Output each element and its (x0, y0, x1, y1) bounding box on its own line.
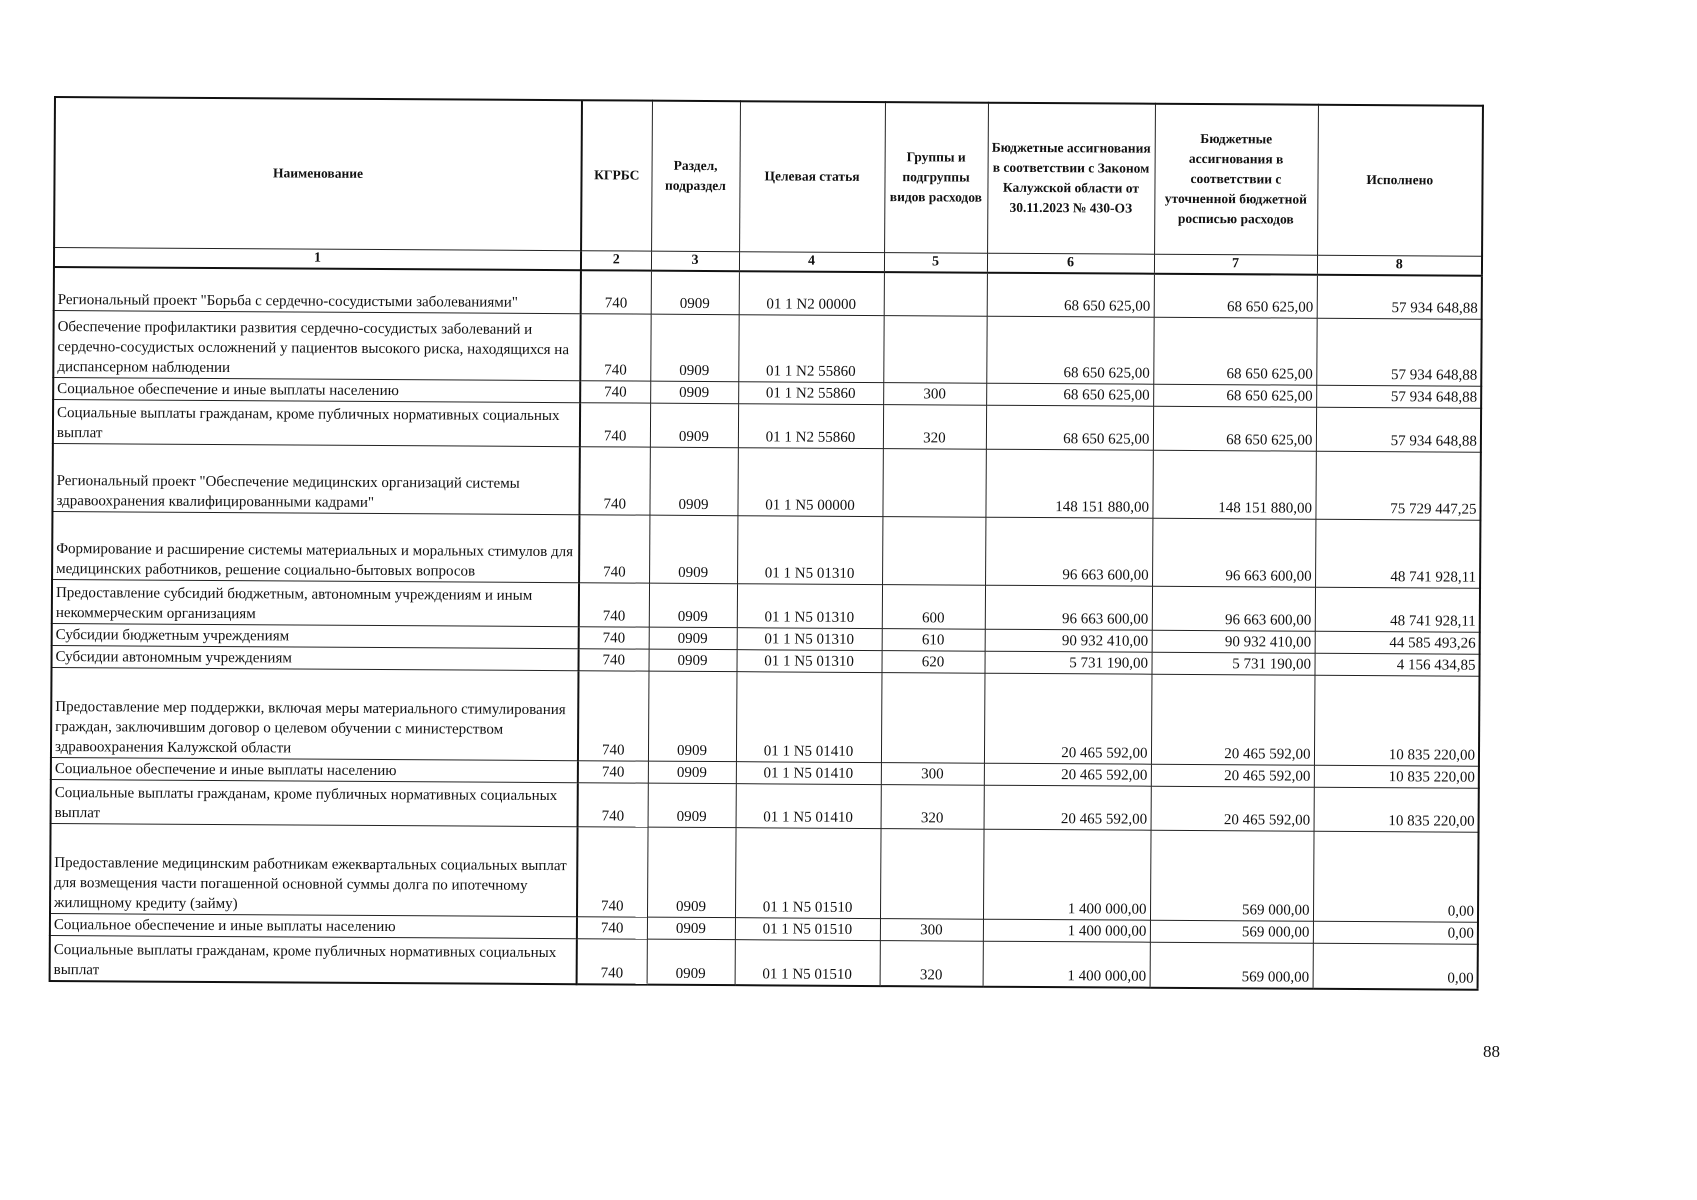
row-refined-amount: 5 731 190,00 (1151, 652, 1314, 675)
row-group (882, 449, 985, 518)
row-law-amount: 96 663 600,00 (985, 585, 1152, 630)
row-name: Предоставление медицинским работникам ежеквартальных социальных выплат для возмещения части погашенной основной суммы долга по ипотечному жилищному кредиту (займу) (50, 823, 578, 916)
table-row (52, 511, 1480, 588)
row-refined-amount: 20 465 592,00 (1151, 674, 1315, 765)
row-group: 300 (880, 919, 983, 942)
row-name: Предоставление субсидий бюджетным, автономным учреждениям и иным некоммерческим организациям (52, 579, 579, 626)
row-section: 0909 (651, 270, 739, 315)
row-group (884, 272, 987, 317)
row-kgrbs: 740 (579, 447, 649, 515)
row-section: 0909 (647, 917, 735, 940)
row-refined-amount: 68 650 625,00 (1154, 273, 1317, 318)
row-executed-amount: 10 835 220,00 (1314, 675, 1480, 766)
row-name: Субсидии автономным учреждениям (52, 645, 579, 670)
row-law-amount: 20 465 592,00 (984, 673, 1152, 764)
row-name: Социальное обеспечение и иные выплаты населению (51, 757, 578, 782)
row-refined-amount: 148 151 880,00 (1152, 450, 1315, 519)
budget-table-sheet (49, 96, 1482, 990)
header-target: Целевая статья (739, 101, 885, 252)
row-group (882, 517, 985, 586)
row-target: 01 1 N2 55860 (738, 315, 883, 383)
row-name: Социальные выплаты гражданам, кроме публичных нормативных социальных выплат (53, 400, 580, 447)
page-number: 88 (1483, 1042, 1500, 1061)
header-law: Бюджетные ассигнования в соответствии с Законом Калужской области от 30.11.2023 № 430-ОЗ (987, 103, 1155, 254)
row-kgrbs: 740 (578, 761, 648, 783)
row-name: Обеспечение профилактики развития сердечно-сосудистых заболеваний и сердечно-сосудистых осложнений у пациентов высокого риска, находящихся на диспансерном наблюдении (53, 311, 580, 381)
row-group: 320 (883, 405, 986, 450)
row-executed-amount: 57 934 648,88 (1316, 407, 1481, 452)
row-name: Социальные выплаты гражданам, кроме публичных нормативных социальных выплат (51, 779, 578, 826)
row-kgrbs: 740 (579, 583, 649, 627)
row-target: 01 1 N5 01510 (735, 828, 881, 919)
table-body (50, 267, 1482, 990)
row-refined-amount: 569 000,00 (1150, 830, 1314, 921)
row-name: Социальное обеспечение и иные выплаты населению (50, 913, 577, 938)
row-refined-amount: 569 000,00 (1150, 920, 1313, 943)
row-law-amount: 20 465 592,00 (984, 785, 1151, 830)
row-group: 620 (881, 651, 984, 674)
row-kgrbs: 740 (581, 270, 651, 314)
row-group: 600 (882, 585, 985, 630)
header-kgrbs: КГРБС (581, 100, 652, 250)
row-refined-amount: 68 650 625,00 (1153, 317, 1316, 385)
row-kgrbs: 740 (578, 783, 648, 827)
column-number: 7 (1154, 254, 1317, 274)
row-group: 300 (881, 763, 984, 786)
row-section: 0909 (650, 314, 738, 382)
row-executed-amount: 75 729 447,25 (1315, 451, 1480, 520)
row-target: 01 1 N2 00000 (739, 271, 884, 316)
row-executed-amount: 10 835 220,00 (1314, 787, 1479, 832)
row-target: 01 1 N5 01310 (737, 584, 882, 629)
row-kgrbs: 740 (577, 917, 647, 939)
column-number: 5 (884, 252, 987, 272)
row-kgrbs: 740 (578, 649, 648, 671)
row-executed-amount: 0,00 (1313, 943, 1478, 989)
row-target: 01 1 N2 55860 (738, 382, 883, 405)
row-group (883, 316, 986, 384)
row-executed-amount: 57 934 648,88 (1316, 318, 1481, 386)
row-law-amount: 68 650 625,00 (986, 383, 1153, 406)
row-refined-amount: 20 465 592,00 (1151, 764, 1314, 787)
row-executed-amount: 57 934 648,88 (1316, 385, 1481, 408)
row-target: 01 1 N5 01310 (737, 516, 882, 585)
row-section: 0909 (650, 403, 738, 448)
row-section: 0909 (648, 761, 736, 784)
header-name: Наименование (54, 97, 582, 250)
column-number: 2 (581, 250, 651, 270)
row-refined-amount: 68 650 625,00 (1153, 384, 1316, 407)
row-kgrbs: 740 (580, 381, 650, 403)
row-kgrbs: 740 (580, 314, 650, 381)
row-section: 0909 (649, 583, 737, 628)
row-kgrbs: 740 (579, 515, 649, 583)
row-target: 01 1 N5 00000 (737, 448, 882, 517)
row-section: 0909 (648, 671, 737, 762)
budget-execution-table (49, 96, 1484, 990)
column-number: 4 (739, 251, 884, 271)
header-section: Раздел, подраздел (651, 101, 740, 252)
row-law-amount: 1 400 000,00 (983, 829, 1151, 920)
table-row (53, 311, 1481, 387)
header-refined: Бюджетные ассигнования в соответствии с уточненной бюджетной росписью расходов (1154, 104, 1318, 255)
row-group: 610 (882, 629, 985, 652)
row-law-amount: 5 731 190,00 (984, 651, 1151, 674)
table-row (50, 823, 1479, 922)
row-kgrbs: 740 (580, 403, 650, 447)
row-group (881, 673, 985, 764)
header-row (54, 97, 1483, 256)
table-row (52, 443, 1480, 520)
column-number: 6 (987, 253, 1154, 274)
row-executed-amount: 10 835 220,00 (1314, 765, 1479, 788)
row-target: 01 1 N5 01510 (735, 940, 880, 986)
row-refined-amount: 569 000,00 (1150, 942, 1313, 988)
row-law-amount: 1 400 000,00 (983, 941, 1150, 987)
row-name: Субсидии бюджетным учреждениям (52, 623, 579, 648)
row-group (880, 829, 984, 920)
row-section: 0909 (649, 447, 737, 516)
row-target: 01 1 N5 01310 (736, 650, 881, 673)
row-law-amount: 68 650 625,00 (987, 272, 1154, 317)
row-name: Социальные выплаты гражданам, кроме публичных нормативных социальных выплат (50, 935, 577, 983)
row-section: 0909 (647, 827, 736, 918)
header-groups: Группы и подгруппы видов расходов (884, 102, 988, 253)
row-law-amount: 1 400 000,00 (983, 919, 1150, 942)
header-executed: Исполнено (1317, 105, 1483, 256)
table-row (51, 667, 1480, 766)
row-target: 01 1 N5 01410 (736, 784, 881, 829)
row-refined-amount: 68 650 625,00 (1153, 406, 1316, 451)
row-refined-amount: 96 663 600,00 (1152, 586, 1315, 631)
row-executed-amount: 44 585 493,26 (1315, 631, 1480, 654)
table-row (54, 267, 1482, 320)
row-executed-amount: 48 741 928,11 (1315, 519, 1480, 588)
row-executed-amount: 0,00 (1313, 921, 1478, 944)
row-name: Региональный проект "Обеспечение медицинских организаций системы здравоохранения квалифицированными кадрами" (52, 443, 579, 514)
row-section: 0909 (648, 649, 736, 672)
row-kgrbs: 740 (578, 671, 649, 761)
row-name: Социальное обеспечение и иные выплаты населению (53, 378, 580, 403)
row-target: 01 1 N2 55860 (738, 404, 883, 449)
row-name: Региональный проект "Борьба с сердечно-сосудистыми заболеваниями" (54, 267, 581, 314)
row-target: 01 1 N5 01410 (736, 672, 882, 763)
row-executed-amount: 57 934 648,88 (1317, 274, 1482, 319)
row-refined-amount: 20 465 592,00 (1151, 786, 1314, 831)
row-target: 01 1 N5 01310 (737, 628, 882, 651)
row-section: 0909 (648, 783, 736, 828)
column-number: 1 (54, 247, 581, 270)
row-group: 300 (883, 383, 986, 406)
row-law-amount: 148 151 880,00 (985, 449, 1152, 518)
row-law-amount: 90 932 410,00 (985, 629, 1152, 652)
row-kgrbs: 740 (577, 939, 647, 984)
row-law-amount: 68 650 625,00 (986, 405, 1153, 450)
row-kgrbs: 740 (577, 827, 648, 917)
table-row (50, 935, 1478, 989)
row-section: 0909 (650, 381, 738, 404)
row-name: Предоставление мер поддержки, включая меры материального стимулирования граждан, заключившим договор о целевом обучении с министерством здравоохранения Калужской области (51, 667, 579, 760)
row-name: Формирование и расширение системы материальных и моральных стимулов для медицинских работников, решение социально-бытовых вопросов (52, 511, 579, 582)
row-executed-amount: 0,00 (1313, 831, 1479, 922)
column-number: 3 (651, 251, 739, 271)
row-executed-amount: 4 156 434,85 (1314, 653, 1479, 676)
column-number: 8 (1317, 255, 1482, 276)
row-executed-amount: 48 741 928,11 (1315, 587, 1480, 632)
row-section: 0909 (649, 515, 737, 584)
row-target: 01 1 N5 01510 (735, 918, 880, 941)
row-kgrbs: 740 (579, 627, 649, 649)
row-refined-amount: 90 932 410,00 (1152, 630, 1315, 653)
row-law-amount: 68 650 625,00 (986, 316, 1153, 384)
row-target: 01 1 N5 01410 (736, 762, 881, 785)
row-group: 320 (880, 941, 983, 987)
row-refined-amount: 96 663 600,00 (1152, 518, 1315, 587)
row-section: 0909 (649, 627, 737, 650)
row-law-amount: 20 465 592,00 (984, 763, 1151, 786)
row-law-amount: 96 663 600,00 (985, 517, 1152, 586)
row-group: 320 (881, 785, 984, 830)
row-section: 0909 (647, 939, 735, 985)
